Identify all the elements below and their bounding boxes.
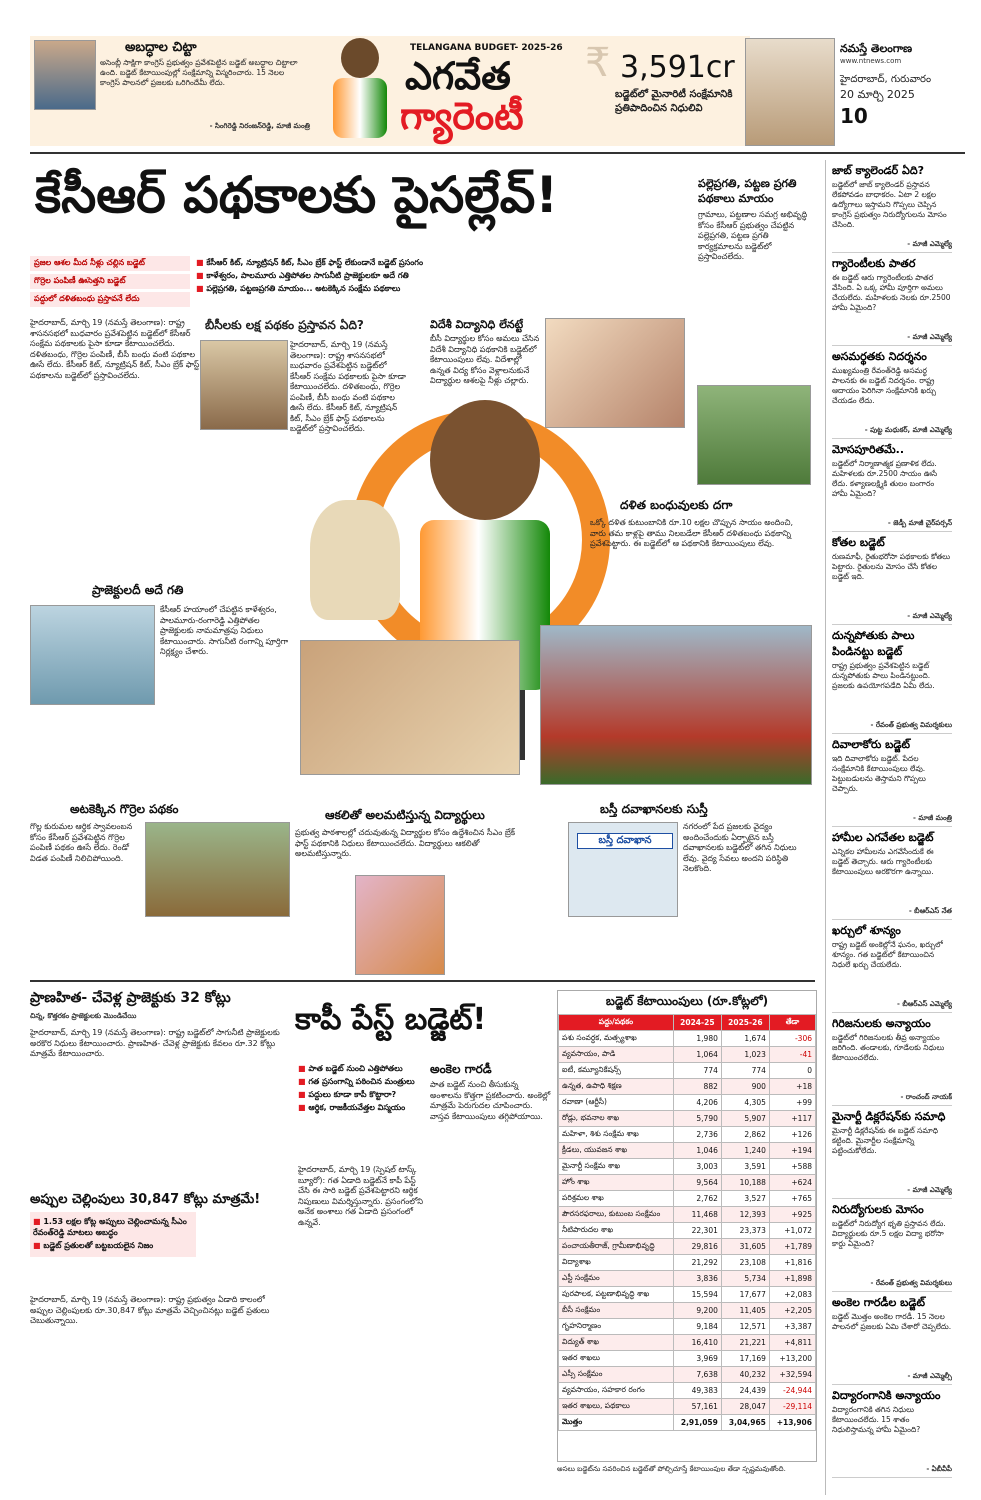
budget-item: ఉన్నత, ఉపాధి శిక్షణ xyxy=(559,1079,674,1095)
opinion-text: ఎన్నికల హామీలను ఎగవేసేందుకే ఈ బడ్జెట్ తెచ్చారు. ఆరు గ్యారెంటీలకు కేటాయింపులు అరకొరగా ఉన్నాయి. xyxy=(832,847,934,876)
budget-value: 3,591 xyxy=(721,1159,769,1175)
pill-1: ప్రజల ఆశల మీద నీళ్లు చల్లిన బడ్జెట్ xyxy=(30,256,190,271)
budget-value: 11,405 xyxy=(721,1303,769,1319)
budget-item: హోం శాఖ xyxy=(559,1175,674,1191)
rupee-icon: ₹ xyxy=(585,40,611,86)
clinic-sign: బస్తీ దవాఖాన xyxy=(577,833,673,849)
budget-value: +2,083 xyxy=(769,1287,815,1303)
th-item: పద్దు/పథకం xyxy=(559,1015,674,1031)
gorrela-text: గొల్ల కురుమల ఆర్థిక స్వావలంబన కోసం కేసీఆర్ ప్రవేశపెట్టిన గొర్రెల పంపిణీ పథకం ఊసే లేదు. రెండో విడత పంపిణీ నిలిచిపోయింది. xyxy=(30,822,133,863)
appula-bullets xyxy=(30,1212,196,1257)
opinion-item xyxy=(832,1203,952,1292)
opinion-signature: - బీఆర్‌ఎస్ ఎమ్మెల్యే xyxy=(896,1000,952,1008)
banner-title-2: గ్యారెంటీ xyxy=(400,94,524,138)
budget-item: రవాణా (ఆర్టీసీ) xyxy=(559,1095,674,1111)
budget-value: 29,816 xyxy=(673,1239,721,1255)
columnist-photo xyxy=(34,40,96,110)
budget-item: పంచాయతీరాజ్, గ్రామీణాభివృద్ధి xyxy=(559,1239,674,1255)
budget-value: 1,674 xyxy=(721,1031,769,1047)
basti-head: బస్తీ దవాఖానలకు సుస్తీ xyxy=(600,802,708,816)
budget-value: 0 xyxy=(769,1063,815,1079)
opinion-head: కోతల బడ్జెట్ xyxy=(832,536,885,549)
opinion-text: మైనార్టీ డిక్లరేషన్‌కు ఈ బడ్జెట్ సమాధి కట్టింది. మైనార్టీల సంక్షేమాన్ని పట్టించుకోలేదు. xyxy=(832,1126,939,1155)
budget-value: 5,734 xyxy=(721,1271,769,1287)
budget-item: ఎస్సీ సంక్షేమం xyxy=(559,1367,674,1383)
opinion-item xyxy=(832,738,952,827)
lead-story-text: హైదరాబాద్, మార్చి 19 (నమస్తే తెలంగాణ): రాష్ట్ర శాసనసభలో బుధవారం ప్రవేశపెట్టిన బడ్జెట్‌లో కేసీఆర్ సంక్షేమ పథకాలకు పైసా కూడా కేటాయించలేదు. దళితబంధు, గొర్రెల పంపిణీ, బీసీ బంధు వంటి పథకాల ఊసే లేదు. కేసీఆర్ కిట్, న్యూట్రిషన్ కిట్, సీఎం బ్రేక్ ఫాస్ట్ పథకాలను బడ్జెట్‌లో ప్రస్తావించలేదు. xyxy=(30,318,200,380)
budget-value: 21,221 xyxy=(721,1335,769,1351)
budget-value: +588 xyxy=(769,1159,815,1175)
table-row xyxy=(559,1319,816,1335)
budget-value: 882 xyxy=(673,1079,721,1095)
budget-value: 21,292 xyxy=(673,1255,721,1271)
budget-value: 10,188 xyxy=(721,1175,769,1191)
main-bullets xyxy=(196,256,686,297)
opinion-text: ఇది దివాలాకోరు బడ్జెట్. పేదల సంక్షేమానికి కేటాయింపులు లేవు. పెట్టుబడులను తెస్తామని గొప్పలు చెప్పారు. xyxy=(832,754,926,793)
budget-value: 57,161 xyxy=(673,1399,721,1415)
cartoon-cm-small xyxy=(325,38,395,143)
budget-value: -41 xyxy=(769,1047,815,1063)
budget-value: 24,439 xyxy=(721,1383,769,1399)
school-children-photo xyxy=(355,875,445,975)
project-dam-photo xyxy=(30,605,155,705)
table-row xyxy=(559,1127,816,1143)
opinion-signature: - మాజీ ఎమ్మెల్యే xyxy=(907,240,952,248)
budget-value: 1,023 xyxy=(721,1047,769,1063)
opinion-item xyxy=(832,443,952,532)
opinion-item xyxy=(832,629,952,734)
table-row xyxy=(559,1335,816,1351)
copy-bullet-2: ■ గత ప్రసంగాన్ని పఠించిన మంత్రులు xyxy=(298,1077,423,1088)
appula-bullet-1: ■ 1.53 లక్షల కోట్ల అప్పులు చెల్లించామన్న సీఎం రేవంత్‌రెడ్డి మాటలు అబద్ధం xyxy=(33,1217,193,1239)
videshi-text: బీసీ విద్యార్థుల కోసం అమలు చేసిన విదేశీ విద్యానిధి పథకానికి బడ్జెట్‌లో కేటాయింపులు లేవు. విదేశాల్లో ఉన్నత విద్య కోసం వెళ్లాలనుకునే విద్యార్థుల ఆశలపై నీళ్లు చల్లారు. xyxy=(430,334,540,385)
budget-value: +2,205 xyxy=(769,1303,815,1319)
opinion-signature: - మాజీ ఎమ్మెల్యే xyxy=(907,1186,952,1194)
opinion-head: గిరిజనులకు అన్యాయం xyxy=(832,1017,931,1030)
table-row xyxy=(559,1367,816,1383)
column-text: అసెంబ్లీ సాక్షిగా కాంగ్రెస్ ప్రభుత్వం ప్రవేశపెట్టిన బడ్జెట్ అబద్ధాల చిట్టాలా ఉంది. బడ్జెట్ కేటాయింపుల్లో సంక్షేమాన్ని విస్మరించారు. 15 నెలల కాంగ్రెస్ పాలనలో ప్రజలకు ఒరిగిందేమీ లేదు. xyxy=(100,58,298,87)
opinion-signature: - మాజీ ఎమ్మెల్యే xyxy=(907,333,952,341)
budget-value: 2,762 xyxy=(673,1191,721,1207)
budget-item: గృహనిర్మాణం xyxy=(559,1319,674,1335)
opinion-head: అంకెల గారడీల బడ్జెట్ xyxy=(832,1296,926,1309)
column-title: అబద్ధాల చిట్టా xyxy=(125,40,197,55)
budget-item: పురపాలక, పట్టణాభివృద్ధి శాఖ xyxy=(559,1287,674,1303)
budget-value: 12,571 xyxy=(721,1319,769,1335)
opinion-text: ఈ బడ్జెట్ ఆరు గ్యారెంటీలకు పాతర వేసింది. ఏ ఒక్క హామీ పూర్తిగా అమలు చేయలేదు. మహిళలకు నెలకు రూ.2500 హామీ ఏమైంది? xyxy=(832,273,951,312)
banner-title-1: ఎగవేత xyxy=(405,54,511,98)
budget-value: +624 xyxy=(769,1175,815,1191)
budget-item: మహిళా, శిశు సంక్షేమ శాఖ xyxy=(559,1127,674,1143)
budget-item: విద్యుత్ శాఖ xyxy=(559,1335,674,1351)
table-row xyxy=(559,1047,816,1063)
dalitha-head: దళిత బంధువులకు దగా xyxy=(620,498,733,512)
farmers-sad-photo xyxy=(300,640,520,775)
budget-value: 7,638 xyxy=(673,1367,721,1383)
table-row xyxy=(559,1223,816,1239)
budget-value: +1,789 xyxy=(769,1239,815,1255)
opinion-signature: - ఏబీవీపీ xyxy=(926,1465,952,1473)
budget-value: 3,836 xyxy=(673,1271,721,1287)
budget-table xyxy=(558,1014,816,1431)
budget-value: 31,605 xyxy=(721,1239,769,1255)
sidebar xyxy=(832,160,952,1495)
sheep-photo xyxy=(145,822,290,917)
budget-value: +117 xyxy=(769,1111,815,1127)
sidebar-divider xyxy=(825,160,826,1495)
opinion-signature: - పుట్ట మధుకర్, మాజీ ఎమ్మెల్యే xyxy=(864,426,952,434)
minority-crowd-photo xyxy=(745,38,835,146)
budget-item: ఎస్టీ సంక్షేమం xyxy=(559,1271,674,1287)
opinion-item xyxy=(832,1110,952,1199)
opinion-text: బడ్జెట్‌లో నిర్మాణాత్మక ప్రణాళిక లేదు. మహిళలకు రూ.2500 సాయం ఊసే లేదు. కళ్యాణలక్ష్మికి తులం బంగారం హామీ ఏమైంది? xyxy=(832,459,938,498)
pallepragati-head: పల్లెప్రగతి, పట్టణ ప్రగతి పథకాలు మాయం xyxy=(698,177,797,205)
budget-item: రోడ్లు, భవనాల శాఖ xyxy=(559,1111,674,1127)
opinion-item xyxy=(832,1389,952,1478)
budget-value: 40,232 xyxy=(721,1367,769,1383)
copy-bullet-4: ■ ఆర్థిక, రాజకీయవేత్తల విస్మయం xyxy=(298,1103,423,1114)
bc-scheme-head: బీసీలకు లక్ష పథకం ప్రస్తావన ఏది? xyxy=(205,318,364,332)
opinion-head: విద్యారంగానికి అన్యాయం xyxy=(832,1389,941,1402)
budget-item: పౌరసరఫరాలు, కుటుంబ సంక్షేమం xyxy=(559,1207,674,1223)
budget-table-box xyxy=(557,990,817,1462)
budget-value: 774 xyxy=(721,1063,769,1079)
copy-bullets xyxy=(298,1062,423,1116)
opinion-head: నిరుద్యోగులకు మోసం xyxy=(832,1203,924,1216)
dalitha-text: ఒక్కో దళిత కుటుంబానికి రూ.10 లక్షల చొప్పున సాయం అందించి, వారు తమ కాళ్లపై తాము నిలబడేలా కేసీఆర్ దళితబంధు పథకాన్ని ప్రవేశపెట్టారు. ఈ బడ్జెట్‌లో ఆ పథకానికి కేటాయింపులు లేవు. xyxy=(590,518,794,548)
village-aerial-photo xyxy=(697,385,811,485)
budget-value: 28,047 xyxy=(721,1399,769,1415)
bc-scheme-text: హైదరాబాద్, మార్చి 19 (నమస్తే తెలంగాణ): రాష్ట్ర శాసనసభలో బుధవారం ప్రవేశపెట్టిన బడ్జెట్‌లో కేసీఆర్ సంక్షేమ పథకాలకు పైసా కూడా కేటాయించలేదు. దళితబంధు, గొర్రెల పంపిణీ, బీసీ బంధు వంటి పథకాల ఊసే లేదు. కేసీఆర్ కిట్, న్యూట్రిషన్ కిట్, సీఎం బ్రేక్ ఫాస్ట్ పథకాలను బడ్జెట్‌లో ప్రస్తావించలేదు. xyxy=(290,340,406,433)
budget-label: TELANGANA BUDGET- 2025-26 xyxy=(410,43,563,53)
page-number: 10 xyxy=(840,104,868,128)
table-row xyxy=(559,1383,816,1399)
videshi-head: విదేశీ విద్యానిధి లేనట్టే xyxy=(430,318,524,331)
budget-item: ఐటీ, కమ్యూనికేషన్స్ xyxy=(559,1063,674,1079)
opinion-head: హామీల ఎగవేతల బడ్జెట్ xyxy=(832,831,934,844)
budget-item: పశు సంవర్ధక, మత్స్యశాఖ xyxy=(559,1031,674,1047)
budget-value: 11,468 xyxy=(673,1207,721,1223)
table-row xyxy=(559,1079,816,1095)
table-row xyxy=(559,1207,816,1223)
minority-amount: 3,591cr xyxy=(620,50,735,85)
budget-item: మైనార్టీ సంక్షేమ శాఖ xyxy=(559,1159,674,1175)
budget-value: 2,862 xyxy=(721,1127,769,1143)
table-row xyxy=(559,1175,816,1191)
budget-value: 22,301 xyxy=(673,1223,721,1239)
budget-value: 9,564 xyxy=(673,1175,721,1191)
budget-value: 17,169 xyxy=(721,1351,769,1367)
budget-value: 12,393 xyxy=(721,1207,769,1223)
pill-3: పద్దులో దళితబంధు ప్రస్తావనే లేదు xyxy=(30,292,190,307)
pallepragati-text: గ్రామాలు, పట్టణాల సమగ్ర అభివృద్ధి కోసం కేసీఆర్ ప్రభుత్వం చేపట్టిన పల్లెప్రగతి, పట్టణ ప్రగతి కార్యక్రమాలను బడ్జెట్‌లో ప్రస్తావించలేదు. xyxy=(698,210,808,261)
budget-item: వ్యవసాయం, పాడి xyxy=(559,1047,674,1063)
gorrela-head: అటకెక్కిన గొర్రెల పథకం xyxy=(70,802,179,816)
budget-item: మొత్తం xyxy=(559,1415,674,1431)
budget-value: 774 xyxy=(673,1063,721,1079)
table-row xyxy=(559,1287,816,1303)
budget-value: 16,410 xyxy=(673,1335,721,1351)
th-2025: 2025-26 xyxy=(721,1015,769,1031)
bc-scheme-photo xyxy=(200,340,288,430)
opinion-item xyxy=(832,831,952,920)
column-signature: - సింగిరెడ్డి నిరంజన్‌రెడ్డి, మాజీ మంత్రి xyxy=(209,122,310,130)
opinion-item xyxy=(832,350,952,439)
copy-text: హైదరాబాద్, మార్చి 19 (స్పెషల్ టాస్క్ బ్యూరో): గత ఏడాది బడ్జెట్‌నే కాపీ పేస్ట్ చేసి ఈ సారి బడ్జెట్ ప్రవేశపెట్టారని ఆర్థిక నిపుణులు విమర్శిస్తున్నారు. ప్రసంగంలోని అనేక అంశాలు గత ఏడాది ప్రసంగంలో ఉన్నవే. xyxy=(298,1165,423,1227)
budget-item: పరిశ్రమల శాఖ xyxy=(559,1191,674,1207)
appula-head: అప్పుల చెల్లింపులు 30,847 కోట్లు మాత్రమే! xyxy=(30,1192,261,1207)
opinion-head: జాబ్ క్యాలెండర్ ఏది? xyxy=(832,164,924,177)
budget-value: 3,003 xyxy=(673,1159,721,1175)
table-row xyxy=(559,1303,816,1319)
opinion-head: దున్నపోతుకు పాలు పిండినట్టు బడ్జెట్ xyxy=(832,629,915,658)
opinion-signature: - జెడ్పీ మాజీ చైర్‌పర్సన్ xyxy=(887,519,952,527)
aakali-head: ఆకలితో అలమటిస్తున్న విద్యార్థులు xyxy=(325,808,485,822)
opinion-text: రాష్ట్ర ప్రభుత్వం ప్రవేశపెట్టిన బడ్జెట్ దున్నపోతుకు పాలు పిండినట్టుంది. ప్రజలకు ఉపయోగపడేది ఏమీ లేదు. xyxy=(832,661,935,690)
table-row xyxy=(559,1143,816,1159)
ankela-head: అంకెల గారడీ xyxy=(430,1062,492,1076)
paper-name: నమస్తే తెలంగాణ xyxy=(840,42,913,55)
pranahitha-text: హైదరాబాద్, మార్చి 19 (నమస్తే తెలంగాణ): రాష్ట్ర బడ్జెట్‌లో సాగునీటి ప్రాజెక్టులకు అరకొర నిధులు కేటాయించారు. ప్రాణహిత- చేవెళ్ల ప్రాజెక్టుకు కేవలం రూ.32 కోట్లు మాత్రమే కేటాయించారు. xyxy=(30,1028,280,1058)
section-divider xyxy=(30,980,815,982)
opinion-text: రాష్ట్ర బడ్జెట్ అంకెల్లోనే ఘనం, ఖర్చులో శూన్యం. గత బడ్జెట్‌లో కేటాయించిన నిధులే ఖర్చు చేయలేదు. xyxy=(832,940,943,969)
table-row xyxy=(559,1063,816,1079)
budget-value: +1,816 xyxy=(769,1255,815,1271)
opinion-item xyxy=(832,1296,952,1385)
opinion-signature: - మాజీ ఎమ్మెల్యే xyxy=(907,612,952,620)
opinion-text: విద్యారంగానికి తగిన నిధులు కేటాయించలేదు. 15 శాతం నిధులిస్తామన్న హామీ ఏమైంది? xyxy=(832,1405,921,1434)
table-row xyxy=(559,1351,816,1367)
copy-bullet-1: ■ పాత బడ్జెట్ నుంచి ఎత్తిపోతలు xyxy=(298,1064,423,1075)
masthead-divider xyxy=(30,152,965,154)
table-row xyxy=(559,1191,816,1207)
table-row xyxy=(559,1095,816,1111)
pranahitha-sub: చిన్న, కొత్తరకం ప్రాజెక్టులకు మొండిచేయి xyxy=(30,1012,137,1020)
opinion-signature: - మాజీ మంత్రి xyxy=(913,814,952,822)
copy-head: కాపీ పేస్ట్ బడ్జెట్! xyxy=(295,1002,487,1037)
opinion-text: ముఖ్యమంత్రి రేవంత్‌రెడ్డి అసమర్థ పాలనకు ఈ బడ్జెట్ నిదర్శనం. రాష్ట్ర ఆదాయం పెరిగినా సంక్షేమానికి ఖర్చు చేయడం లేదు. xyxy=(832,366,937,405)
aakali-text: ప్రభుత్వ పాఠశాలల్లో చదువుతున్న విద్యార్థుల కోసం ఉద్దేశించిన సీఎం బ్రేక్ ఫాస్ట్ పథకానికి నిధులు కేటాయించలేదు. విద్యార్థులు ఆకలితో అలమటిస్తున్నారు. xyxy=(295,828,515,858)
main-bullet-1: ■ కేసీఆర్ కిట్, న్యూట్రిషన్ కిట్, సీఎం బ్రేక్ ఫాస్ట్ లేకుండానే బడ్జెట్ ప్రసంగం xyxy=(196,258,686,269)
opinion-signature: - రేవంత్ ప్రభుత్వ విమర్శకులు xyxy=(870,721,952,729)
budget-value: +126 xyxy=(769,1127,815,1143)
date: 20 మార్చి 2025 xyxy=(840,88,915,101)
opinion-item xyxy=(832,924,952,1013)
budget-value: 2,736 xyxy=(673,1127,721,1143)
budget-item: బీసీ సంక్షేమం xyxy=(559,1303,674,1319)
table-footnote: అసలు బడ్జెట్‌ను సవరించిన బడ్జెట్‌తో పోల్చిచూస్తే కేటాయింపుల తేడా స్పష్టమవుతోంది. xyxy=(557,1465,786,1473)
budget-value: 5,790 xyxy=(673,1111,721,1127)
budget-value: 3,04,965 xyxy=(721,1415,769,1431)
budget-item: వ్యవసాయం, సహకార రంగం xyxy=(559,1383,674,1399)
budget-value: +18 xyxy=(769,1079,815,1095)
budget-value: +1,072 xyxy=(769,1223,815,1239)
budget-value: 23,373 xyxy=(721,1223,769,1239)
opinion-signature: - బీఆర్‌ఎస్ నేత xyxy=(908,907,952,915)
budget-value: +765 xyxy=(769,1191,815,1207)
table-row xyxy=(559,1271,816,1287)
budget-value: +13,906 xyxy=(769,1415,815,1431)
copy-bullet-3: ■ పద్దులు కూడా కాపీ కొట్టారా? xyxy=(298,1090,423,1101)
budget-item: ఇతర శాఖలు, పథకాలు xyxy=(559,1399,674,1415)
budget-item: నీటిపారుదల శాఖ xyxy=(559,1223,674,1239)
budget-item: విద్యాశాఖ xyxy=(559,1255,674,1271)
budget-table-title: బడ్జెట్ కేటాయింపులు (రూ.కోట్లలో) xyxy=(605,994,769,1008)
budget-value: 17,677 xyxy=(721,1287,769,1303)
pranahitha-head: ప్రాణహిత- చేవెళ్ల ప్రాజెక్టుకు 32 కోట్లు xyxy=(30,990,231,1006)
opinion-head: ఖర్చులో శూన్యం xyxy=(832,924,901,937)
budget-value: 15,594 xyxy=(673,1287,721,1303)
clinic-photo xyxy=(568,822,678,917)
appula-text: హైదరాబాద్, మార్చి 19 (నమస్తే తెలంగాణ): రాష్ట్ర ప్రభుత్వం ఏడాది కాలంలో అప్పుల చెల్లింపులకు రూ.30,847 కోట్లు మాత్రమే వెచ్చించినట్లు బడ్జెట్ ప్రతులు చెబుతున్నాయి. xyxy=(30,1295,270,1325)
opinion-text: బడ్జెట్‌లో గిరిజనులకు తీవ్ర అన్యాయం జరిగింది. తండాలకు, గూడేలకు నిధులు కేటాయించలేదు. xyxy=(832,1033,945,1062)
table-row xyxy=(559,1239,816,1255)
budget-value: +194 xyxy=(769,1143,815,1159)
appula-bullet-2: ■ బడ్జెట్ ప్రతులతో బట్టబయలైన నిజం xyxy=(33,1241,193,1252)
opinion-head: అసమర్థతకు నిదర్శనం xyxy=(832,350,927,363)
opinion-signature: - రాంచంద్ నాయక్ xyxy=(900,1093,952,1101)
budget-value: 4,305 xyxy=(721,1095,769,1111)
budget-value: 9,184 xyxy=(673,1319,721,1335)
budget-value: 1,046 xyxy=(673,1143,721,1159)
opinion-text: బడ్జెట్‌లో జాబ్ క్యాలెండర్ ప్రస్తావన లేకపోవడం బాధాకరం. ఏటా 2 లక్షల ఉద్యోగాలు ఇస్తామని గొప్పలు చెప్పిన కాంగ్రెస్ ప్రభుత్వం నిరుద్యోగులను మోసం చేసింది. xyxy=(832,180,947,229)
opinion-head: మైనార్టీ డిక్లరేషన్‌కు సమాధి xyxy=(832,1110,946,1123)
th-2024: 2024-25 xyxy=(673,1015,721,1031)
budget-value: +925 xyxy=(769,1207,815,1223)
budget-value: 9,200 xyxy=(673,1303,721,1319)
budget-value: 4,206 xyxy=(673,1095,721,1111)
budget-value: +32,594 xyxy=(769,1367,815,1383)
budget-value: 2,91,059 xyxy=(673,1415,721,1431)
website[interactable]: www.ntnews.com xyxy=(840,57,902,65)
opinion-head: దివాలాకోరు బడ్జెట్ xyxy=(832,738,910,751)
budget-value: 1,064 xyxy=(673,1047,721,1063)
table-row xyxy=(559,1159,816,1175)
th-diff: తేడా xyxy=(769,1015,815,1031)
opinion-item xyxy=(832,536,952,625)
table-row xyxy=(559,1255,816,1271)
projects-head: ప్రాజెక్టులదీ అదే గతి xyxy=(92,583,184,597)
budget-value: 49,383 xyxy=(673,1383,721,1399)
table-row xyxy=(559,1031,816,1047)
main-bullet-2: ■ కాళేశ్వరం, పాలమూరు ఎత్తిపోతల సాగునీటి ప్రాజెక్టులకూ అదే గతి xyxy=(196,271,686,282)
budget-value: +99 xyxy=(769,1095,815,1111)
budget-value: +13,200 xyxy=(769,1351,815,1367)
budget-value: -306 xyxy=(769,1031,815,1047)
minority-amount-caption: బడ్జెట్‌లో మైనారిటీ సంక్షేమానికి ప్రతిపాదించిన నిధులివి xyxy=(615,89,733,114)
budget-value: 1,980 xyxy=(673,1031,721,1047)
students-laptop-photo xyxy=(545,318,685,428)
budget-value: 900 xyxy=(721,1079,769,1095)
opinion-head: గ్యారెంటీలకు పాతర xyxy=(832,257,916,270)
budget-value: 3,527 xyxy=(721,1191,769,1207)
budget-value: +4,811 xyxy=(769,1335,815,1351)
budget-value: +1,898 xyxy=(769,1271,815,1287)
opinion-text: రుణమాఫీ, రైతుభరోసా పథకాలకు కోతలు పెట్టారు. రైతులను మోసం చేసే కోతల బడ్జెట్ ఇది. xyxy=(832,552,951,581)
opinion-item xyxy=(832,257,952,346)
budget-value: 1,240 xyxy=(721,1143,769,1159)
opinion-text: బడ్జెట్‌లో నిరుద్యోగ భృతి ప్రస్తావన లేదు. విద్యార్థులకు రూ.5 లక్షల విద్యా భరోసా కార్డు ఏమైంది? xyxy=(832,1219,946,1248)
budget-value: 5,907 xyxy=(721,1111,769,1127)
opinion-text: బడ్జెట్ మొత్తం అంకెల గారడీ. 15 నెలల పాలనలో ప్రజలకు ఏమి చేశారో చెప్పలేదు. xyxy=(832,1312,952,1331)
main-bullet-3: ■ పల్లెప్రగతి, పట్టణప్రగతి మాయం... అటకెక్కిన సంక్షేమ పథకాలు xyxy=(196,284,686,295)
table-row xyxy=(559,1415,816,1431)
pill-2: గొర్రెల పంపిణీ ఊసెత్తని బడ్జెట్ xyxy=(30,274,190,289)
opinion-signature: - మాజీ ఎమ్మెల్సీ xyxy=(907,1372,952,1380)
ankela-text: పాత బడ్జెట్ నుంచి తీసుకున్న అంశాలను కొత్తగా ప్రకటించారు. అంకెల్లో మాత్రమే పెరుగుదల చూపించారు. వాస్తవ కేటాయింపులు తగ్గిపోయాయి. xyxy=(430,1080,551,1121)
basti-text: నగరంలో పేద ప్రజలకు వైద్యం అందించేందుకు ఏర్పాటైన బస్తీ దవాఖానలకు బడ్జెట్‌లో తగిన నిధులు లేవు. వైద్య సేవలు అందని పరిస్థితి నెలకొంది. xyxy=(683,822,797,873)
budget-item: ఇతర శాఖలు xyxy=(559,1351,674,1367)
left-pills xyxy=(30,256,190,310)
opinion-item xyxy=(832,164,952,253)
opinion-signature: - రేవంత్ ప్రభుత్వ విమర్శకులు xyxy=(870,1279,952,1287)
opinion-head: మోసపూరితమే.. xyxy=(832,443,905,456)
table-row xyxy=(559,1111,816,1127)
budget-value: 23,108 xyxy=(721,1255,769,1271)
opinion-item xyxy=(832,1017,952,1106)
budget-item: క్రీడలు, యువజన శాఖ xyxy=(559,1143,674,1159)
budget-value: -29,114 xyxy=(769,1399,815,1415)
budget-value: 3,969 xyxy=(673,1351,721,1367)
main-headline: కేసీఆర్ పథకాలకు పైసల్లేవ్! xyxy=(35,166,559,224)
budget-value: +3,387 xyxy=(769,1319,815,1335)
budget-value: -24,944 xyxy=(769,1383,815,1399)
projects-text: కేసీఆర్ హయాంలో చేపట్టిన కాళేశ్వరం, పాలమూరు-రంగారెడ్డి ఎత్తిపోతల ప్రాజెక్టులకు నామమాత్రపు నిధులు కేటాయించారు. సాగునీటి రంగాన్ని పూర్తిగా నిర్లక్ష్యం చేశారు. xyxy=(160,605,289,656)
city-day: హైదరాబాద్, గురువారం xyxy=(840,74,932,85)
table-row xyxy=(559,1399,816,1415)
tractors-photo xyxy=(540,625,812,785)
